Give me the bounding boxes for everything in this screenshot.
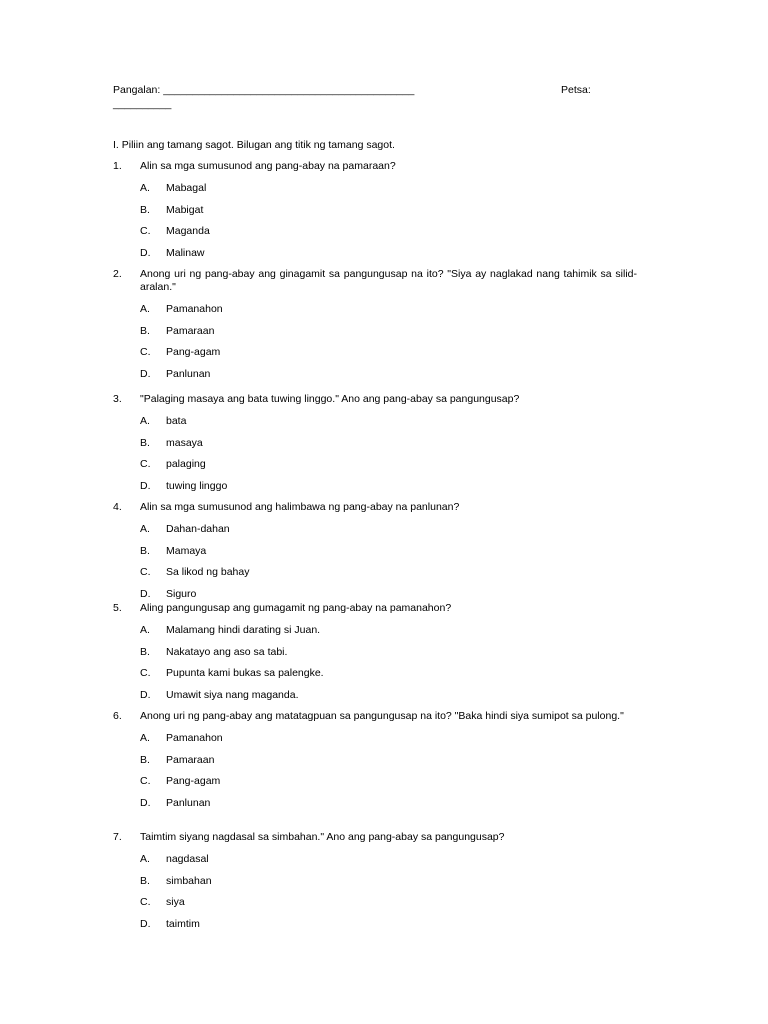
question-text: Anong uri ng pang-abay ang ginagamit sa pangungusap na ito? "Siya ay naglakad nang tahimik sa silid-aralan." xyxy=(140,268,637,293)
question-item xyxy=(113,831,637,940)
header xyxy=(113,84,633,111)
choice-letter: D. xyxy=(140,368,151,381)
choice-text: Pamaraan xyxy=(166,753,215,766)
choice-list xyxy=(113,523,637,610)
choice-list xyxy=(113,415,637,502)
choice-text: bata xyxy=(166,415,187,427)
choice-option xyxy=(113,480,637,502)
choice-letter: D. xyxy=(140,588,151,601)
question-row xyxy=(113,501,637,514)
question-row xyxy=(113,831,637,844)
choice-text: nagdasal xyxy=(166,853,209,865)
choice-text: Umawit siya nang maganda. xyxy=(166,689,299,702)
question-number: 2. xyxy=(113,268,122,280)
choice-letter: A. xyxy=(140,853,150,865)
question-item xyxy=(113,501,637,610)
choice-option xyxy=(113,624,637,646)
choice-option xyxy=(113,523,637,545)
question-text: Aling pangungusap ang gumagamit ng pang-abay na pamanahon? xyxy=(140,602,452,614)
choice-list xyxy=(113,303,637,390)
choice-letter: A. xyxy=(140,523,150,535)
choice-text: Panlunan xyxy=(166,797,211,810)
question-text: Alin sa mga sumusunod ang pang-abay na pamaraan? xyxy=(140,160,396,172)
choice-option xyxy=(113,458,637,480)
choice-text: Pupunta kami bukas sa palengke. xyxy=(166,667,324,680)
choice-text: siya xyxy=(166,896,185,909)
choice-letter: C. xyxy=(140,775,151,788)
question-row xyxy=(113,602,637,615)
choice-letter: D. xyxy=(140,797,151,810)
choice-option xyxy=(113,368,637,390)
question-item xyxy=(113,602,637,711)
choice-option xyxy=(113,415,637,437)
choice-list xyxy=(113,732,637,819)
choice-letter: A. xyxy=(140,182,150,194)
question-number: 1. xyxy=(113,160,122,172)
question-number: 3. xyxy=(113,393,122,405)
choice-letter: C. xyxy=(140,896,151,909)
choice-letter: B. xyxy=(140,436,150,449)
question-number: 4. xyxy=(113,501,122,513)
choice-letter: C. xyxy=(140,225,151,238)
choice-letter: D. xyxy=(140,247,151,260)
question-item xyxy=(113,160,637,269)
choice-option xyxy=(113,204,637,226)
choice-text: Malamang hindi darating si Juan. xyxy=(166,624,321,636)
choice-letter: B. xyxy=(140,645,150,658)
choice-option xyxy=(113,732,637,754)
choice-text: palaging xyxy=(166,458,206,471)
choice-letter: C. xyxy=(140,667,151,680)
choice-option xyxy=(113,303,637,325)
choice-option xyxy=(113,247,637,269)
choice-option xyxy=(113,918,637,940)
choice-text: Pamanahon xyxy=(166,303,223,315)
choice-text: Panlunan xyxy=(166,368,211,381)
question-row xyxy=(113,393,637,406)
choice-text: Mabigat xyxy=(166,203,204,216)
choice-option xyxy=(113,896,637,918)
choice-option xyxy=(113,754,637,776)
choice-letter: D. xyxy=(140,918,151,931)
choice-option xyxy=(113,225,637,247)
choice-option xyxy=(113,646,637,668)
name-field-label: Pangalan: ___________________________________________ xyxy=(113,84,415,96)
question-text: Taimtim siyang nagdasal sa simbahan." Ano ang pang-abay sa pangungusap? xyxy=(140,831,505,843)
choice-letter: A. xyxy=(140,732,150,744)
choice-letter: B. xyxy=(140,753,150,766)
choice-text: Pang-agam xyxy=(166,346,221,359)
choice-text: Mamaya xyxy=(166,544,207,557)
choice-option xyxy=(113,437,637,459)
question-item xyxy=(113,268,637,390)
choice-text: Dahan-dahan xyxy=(166,523,230,535)
choice-letter: A. xyxy=(140,303,150,315)
question-item xyxy=(113,710,637,819)
choice-text: Pamanahon xyxy=(166,732,223,744)
choice-option xyxy=(113,853,637,875)
question-number: 6. xyxy=(113,710,122,722)
choice-option xyxy=(113,182,637,204)
choice-option xyxy=(113,325,637,347)
choice-text: Siguro xyxy=(166,588,197,601)
choice-option xyxy=(113,689,637,711)
question-number: 7. xyxy=(113,831,122,843)
question-text: Alin sa mga sumusunod ang halimbawa ng pang-abay na panlunan? xyxy=(140,501,460,513)
choice-letter: C. xyxy=(140,566,151,579)
choice-letter: D. xyxy=(140,480,151,493)
question-row xyxy=(113,160,637,173)
date-field-blank: __________ xyxy=(113,98,172,110)
question-row xyxy=(113,710,637,723)
choice-letter: B. xyxy=(140,874,150,887)
question-text: "Palaging masaya ang bata tuwing linggo." Ano ang pang-abay sa pangungusap? xyxy=(140,393,520,405)
instruction-text: I. Piliin ang tamang sagot. Bilugan ang titik ng tamang sagot. xyxy=(113,139,395,151)
header-line xyxy=(113,84,633,97)
question-number: 5. xyxy=(113,602,122,614)
choice-option xyxy=(113,775,637,797)
choice-text: Pang-agam xyxy=(166,775,221,788)
date-field-label: Petsa: xyxy=(561,84,591,96)
choice-option xyxy=(113,566,637,588)
choice-text: Malinaw xyxy=(166,247,205,260)
choice-text: Maganda xyxy=(166,225,210,238)
choice-text: Nakatayo ang aso sa tabi. xyxy=(166,645,288,658)
choice-letter: B. xyxy=(140,544,150,557)
choice-text: simbahan xyxy=(166,874,212,887)
choice-option xyxy=(113,545,637,567)
question-item xyxy=(113,393,637,502)
choice-letter: B. xyxy=(140,203,150,216)
choice-list xyxy=(113,182,637,269)
choice-text: masaya xyxy=(166,436,203,449)
choice-list xyxy=(113,624,637,711)
choice-letter: B. xyxy=(140,324,150,337)
choice-letter: C. xyxy=(140,458,151,471)
choice-letter: D. xyxy=(140,689,151,702)
question-text: Anong uri ng pang-abay ang matatagpuan sa pangungusap na ito? "Baka hindi siya sumipot sa pulong." xyxy=(140,710,624,722)
choice-option xyxy=(113,667,637,689)
choice-option xyxy=(113,346,637,368)
question-row xyxy=(113,268,637,294)
choice-text: Pamaraan xyxy=(166,324,215,337)
choice-text: taimtim xyxy=(166,918,200,931)
choice-option xyxy=(113,875,637,897)
choice-list xyxy=(113,853,637,940)
choice-text: tuwing linggo xyxy=(166,480,228,493)
choice-text: Mabagal xyxy=(166,182,207,194)
choice-letter: A. xyxy=(140,415,150,427)
choice-text: Sa likod ng bahay xyxy=(166,566,250,579)
choice-option xyxy=(113,797,637,819)
choice-letter: C. xyxy=(140,346,151,359)
choice-letter: A. xyxy=(140,624,150,636)
